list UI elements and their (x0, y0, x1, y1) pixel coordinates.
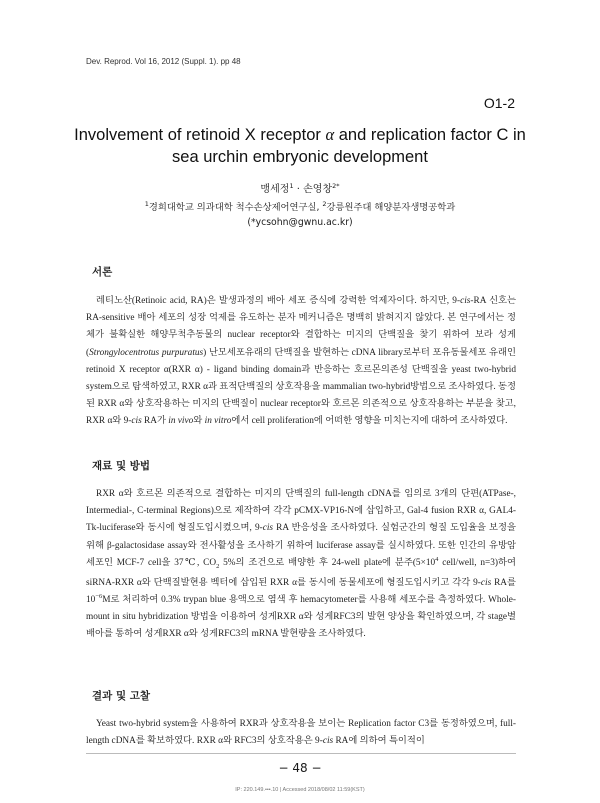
page-number: − 48 − (278, 761, 322, 775)
author-2-mark: 2* (332, 182, 340, 190)
paper-id: O1-2 (483, 95, 515, 111)
paper-title (60, 124, 540, 168)
footer-rule (86, 753, 516, 754)
results-paragraph: Yeast two-hybrid system을 사용하여 RXR과 상호작용을 보이는 Replication factor C3를 동정하였으며, full-length cDNA를 확보하였다. RXR α와 RFC3의 상호작용은 9-cis RA에 의하여 특이적이 (86, 719, 516, 747)
author-separator: · (293, 184, 304, 195)
title-part1: Involvement of retinoid X receptor (74, 126, 321, 144)
affiliation-1: 경희대학교 의과대학 척수손상제어연구실, (148, 202, 323, 213)
corresponding-email: (*ycsohn@gwnu.ac.kr) (247, 217, 353, 228)
title-greek-alpha: α (325, 125, 335, 144)
title-part2: and replication factor C in sea urchin embryonic development (172, 126, 526, 166)
author-1: 맹세정 (260, 184, 290, 195)
affiliation-1-mark: 1 (144, 200, 149, 208)
affiliations (0, 199, 600, 213)
affiliation-2-mark: 2 (322, 200, 327, 208)
intro-paragraph: 레티노산(Retinoic acid, RA)은 발생과정의 배아 세포 증식에 강력한 억제자이다. 하지만, 9-cis-RA 신호는 RA-sensitive 배아 세포의 성장 억제를 유도하는 분자 메커니즘은 명백히 밝혀지지 않았다. 본 연구에서는 정체가 불확실한 해양무척추동물의 nuclear receptor와 결합하는 미지의 단백질을 찾기 위하여 보라 성게(Strongylocentrotus purpuratus) 난모세포유래의 단백질을 발현하는 cDNA library로부터 포유동물세포 유래인 retinoid X receptor α(RXR α) - ligand binding domain과 반응하는 호르몬의존성 단백질을 yeast two-hybrid system으로 탐색하였고, RXR α과 표적단백질의 상호작용을 mammalian two-hybrid방법으로 조사하였다. 동정된 RXR α와 상호작용하는 미지의 단백질이 nuclear receptor와 호르몬 의존적으로 상호작용하는 부분을 찾고, RXR α와 9-cis RA가 in vivo와 in vitro에서 cell proliferation에 어떠한 영향을 미치는지에 대하여 조사하였다. (86, 296, 517, 427)
journal-citation: Dev. Reprod. Vol 16, 2012 (Suppl. 1). pp 48 (86, 57, 241, 66)
affiliation-2: 강릉원주대 해양분자생명공학과 (326, 202, 456, 213)
exponent-minus-6: −6 (95, 593, 103, 601)
access-watermark: IP: 220.149.•••.10 | Accessed 2018/08/02 11:59(KST) (235, 787, 365, 793)
author-2: 손영창 (303, 184, 333, 195)
methods-paragraph: RXR α와 호르몬 의존적으로 결합하는 미지의 단백질의 full-length cDNA를 임의로 3개의 단편(ATPase-, Intermedial-, C-terminal Regions)으로 제작하여 각각 pCMX-VP16-N에 삽입하고, Gal-4 fusion RXR α, GAL4-Tk-luciferase와 동시에 형질도입시켰으며, 9-cis RA 반응성을 조사하였다. 실험군간의 형질 도입율을 보정을 위해 β-galactosidase assay와 전사활성을 조사하기 위하여 luciferase assay를 실시하였다. 또한 인간의 유방암 세포인 MCF-7 cell을 37℃, $CO_2$ 5%의 조건으로 배양한 후 24-well plate에 분주($5\times 10^4$ cell/well, n=3)하여 siRNA-RXR α와 단백질발현용 벡터에 삽입된 RXR α를 동시에 동물세포에 형질도입시키고 각각 9-cis RA를 $10^{-6}M$로 처리하여 0.3% trypan blue 용액으로 염색 후 hemacytometer를 사용해 세포수를 측정하였다. Whole-mount in situ hybridization 방법을 이용하여 성게RXR α와 성게RFC3의 발현 양상을 확인하였으며, 각 stage별 배아를 통하여 성게RXR α와 성게RFC3의 mRNA 발현량을 조사하였다. (86, 489, 516, 640)
intro-heading: 서론 (92, 266, 113, 278)
results-heading: 결과 및 고찰 (92, 690, 151, 702)
author-list (0, 180, 600, 195)
author-1-mark: 1 (289, 182, 294, 190)
exponent-4: 4 (435, 555, 439, 563)
co2-subscript: 2 (216, 562, 220, 570)
methods-heading: 재료 및 방법 (92, 460, 151, 472)
